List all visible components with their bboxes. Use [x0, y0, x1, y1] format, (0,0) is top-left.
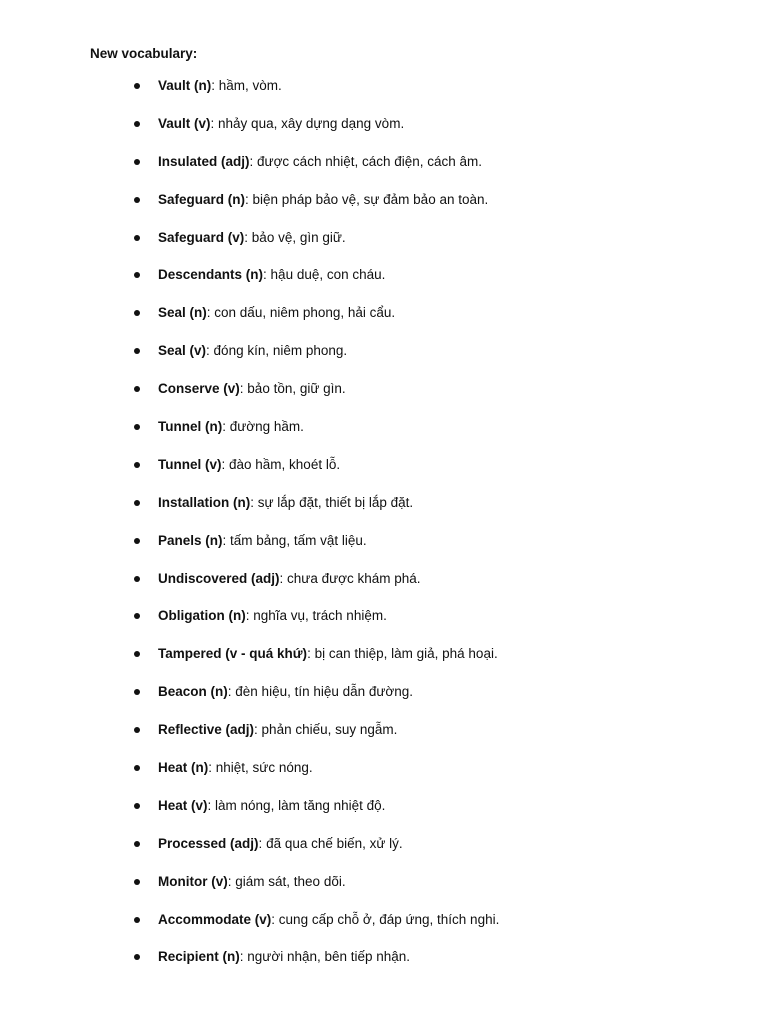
bullet-icon	[134, 765, 140, 771]
vocabulary-entry	[158, 190, 488, 210]
term-separator: :	[210, 115, 219, 131]
vocabulary-entry	[158, 834, 403, 854]
bullet-icon	[134, 310, 140, 316]
vocabulary-entry	[158, 265, 385, 285]
term-separator: :	[254, 722, 262, 738]
term-separator: :	[222, 419, 230, 435]
vocabulary-definition: biện pháp bảo vệ, sự đảm bảo an toàn.	[252, 191, 489, 207]
vocabulary-definition: đèn hiệu, tín hiệu dẫn đường.	[235, 684, 414, 700]
term-separator: :	[227, 684, 236, 700]
vocabulary-term: Monitor (v)	[158, 873, 228, 889]
bullet-icon	[134, 386, 140, 392]
vocabulary-definition: phản chiếu, suy ngẫm.	[261, 722, 398, 738]
term-separator: :	[222, 532, 231, 548]
vocabulary-entry	[158, 379, 346, 399]
vocabulary-definition: hậu duệ, con cháu.	[270, 267, 386, 283]
vocabulary-definition: giám sát, theo dõi.	[235, 873, 346, 889]
vocabulary-term: Installation (n)	[158, 494, 251, 510]
vocabulary-term: Panels (n)	[158, 532, 223, 548]
term-separator: :	[239, 381, 248, 397]
vocabulary-term: Vault (n)	[158, 78, 212, 93]
bullet-icon	[134, 424, 140, 430]
vocabulary-term: Tunnel (v)	[158, 456, 222, 472]
vocabulary-entry	[158, 76, 282, 96]
vocabulary-definition: bảo tồn, giữ gìn.	[247, 381, 346, 397]
bullet-icon	[134, 689, 140, 695]
term-separator: :	[307, 646, 315, 662]
vocabulary-term: Tunnel (n)	[158, 419, 223, 435]
bullet-icon	[134, 879, 140, 885]
vocabulary-definition: tấm bảng, tấm vật liệu.	[230, 532, 367, 548]
vocabulary-entry	[158, 720, 397, 740]
vocabulary-entry	[158, 303, 395, 323]
vocabulary-term: Heat (n)	[158, 760, 209, 776]
vocabulary-term: Safeguard (n)	[158, 191, 246, 207]
bullet-icon	[134, 841, 140, 847]
vocabulary-term: Seal (n)	[158, 305, 207, 321]
vocabulary-definition: nhiệt, sức nóng.	[215, 760, 313, 776]
bullet-icon	[134, 83, 140, 89]
bullet-icon	[134, 727, 140, 733]
vocabulary-definition: đào hầm, khoét lỗ.	[229, 456, 341, 472]
vocabulary-term: Accommodate (v)	[158, 911, 272, 927]
vocabulary-term: Processed (adj)	[158, 835, 259, 851]
term-separator: :	[206, 305, 215, 321]
term-separator: :	[258, 835, 267, 851]
vocabulary-entry	[158, 910, 499, 930]
vocabulary-definition: đường hầm.	[229, 419, 304, 435]
vocabulary-entry	[158, 796, 385, 816]
vocabulary-entry	[158, 606, 387, 626]
vocabulary-entry	[158, 872, 346, 892]
bullet-icon	[134, 272, 140, 278]
vocabulary-definition: người nhận, bên tiếp nhận.	[247, 949, 411, 965]
vocabulary-entry	[158, 455, 340, 475]
vocabulary-term: Reflective (adj)	[158, 722, 255, 738]
term-separator: :	[208, 760, 216, 776]
term-separator: :	[211, 78, 219, 93]
bullet-icon	[134, 651, 140, 657]
vocabulary-definition: sự lắp đặt, thiết bị lắp đặt.	[257, 494, 414, 510]
bullet-icon	[134, 576, 140, 582]
vocabulary-definition: đã qua chế biến, xử lý.	[266, 835, 403, 851]
bullet-icon	[134, 348, 140, 354]
vocabulary-entry	[158, 758, 313, 778]
term-separator: :	[263, 267, 271, 283]
bullet-icon	[134, 917, 140, 923]
bullet-icon	[134, 538, 140, 544]
vocabulary-entry	[158, 569, 421, 589]
vocabulary-term: Obligation (n)	[158, 608, 246, 624]
bullet-icon	[134, 235, 140, 241]
vocabulary-term: Undiscovered (adj)	[158, 570, 280, 586]
term-separator: :	[249, 153, 258, 169]
bullet-icon	[134, 159, 140, 165]
term-separator: :	[206, 343, 214, 359]
term-separator: :	[221, 456, 230, 472]
vocabulary-entry	[158, 644, 498, 664]
bullet-icon	[134, 954, 140, 960]
vocabulary-definition: chưa được khám phá.	[287, 570, 421, 586]
vocabulary-entry	[158, 682, 413, 702]
vocabulary-definition: làm nóng, làm tăng nhiệt độ.	[215, 797, 386, 813]
vocabulary-term: Conserve (v)	[158, 381, 240, 397]
vocabulary-definition: hầm, vòm.	[218, 78, 282, 93]
vocabulary-entry	[158, 531, 367, 551]
vocabulary-definition: cung cấp chỗ ở, đáp ứng, thích nghi.	[278, 911, 500, 927]
bullet-icon	[134, 500, 140, 506]
vocabulary-entry	[158, 947, 410, 967]
vocabulary-definition: con dấu, niêm phong, hải cẩu.	[214, 305, 396, 321]
vocabulary-term: Heat (v)	[158, 797, 208, 813]
term-separator: :	[245, 608, 254, 624]
term-separator: :	[279, 570, 288, 586]
vocabulary-definition: bảo vệ, gìn giữ.	[251, 229, 346, 245]
vocabulary-entry	[158, 493, 413, 513]
bullet-icon	[134, 613, 140, 619]
vocabulary-term: Tampered (v - quá khứ)	[158, 646, 308, 662]
vocabulary-definition: đóng kín, niêm phong.	[213, 343, 348, 359]
vocabulary-term: Descendants (n)	[158, 267, 264, 283]
vocabulary-entry	[158, 341, 347, 361]
vocabulary-term: Beacon (n)	[158, 684, 228, 700]
bullet-icon	[134, 121, 140, 127]
term-separator: :	[250, 494, 258, 510]
vocabulary-entry	[158, 417, 304, 437]
term-separator: :	[239, 949, 248, 965]
vocabulary-definition: nghĩa vụ, trách nhiệm.	[253, 608, 387, 624]
bullet-icon	[134, 197, 140, 203]
term-separator: :	[227, 873, 236, 889]
vocabulary-heading: New vocabulary:	[90, 46, 198, 61]
vocabulary-entry	[158, 152, 482, 172]
vocabulary-term: Safeguard (v)	[158, 229, 245, 245]
bullet-icon	[134, 803, 140, 809]
term-separator: :	[245, 191, 253, 207]
vocabulary-term: Seal (v)	[158, 343, 207, 359]
vocabulary-entry	[158, 114, 404, 134]
vocabulary-term: Vault (v)	[158, 115, 211, 131]
term-separator: :	[207, 797, 216, 813]
term-separator: :	[271, 911, 279, 927]
vocabulary-entry	[158, 228, 346, 248]
vocabulary-definition: nhảy qua, xây dựng dạng vòm.	[218, 115, 405, 131]
vocabulary-term: Insulated (adj)	[158, 153, 250, 169]
bullet-icon	[134, 462, 140, 468]
term-separator: :	[244, 229, 252, 245]
vocabulary-definition: được cách nhiệt, cách điện, cách âm.	[257, 153, 483, 169]
vocabulary-definition: bị can thiệp, làm giả, phá hoại.	[314, 646, 498, 662]
vocabulary-term: Recipient (n)	[158, 949, 240, 965]
